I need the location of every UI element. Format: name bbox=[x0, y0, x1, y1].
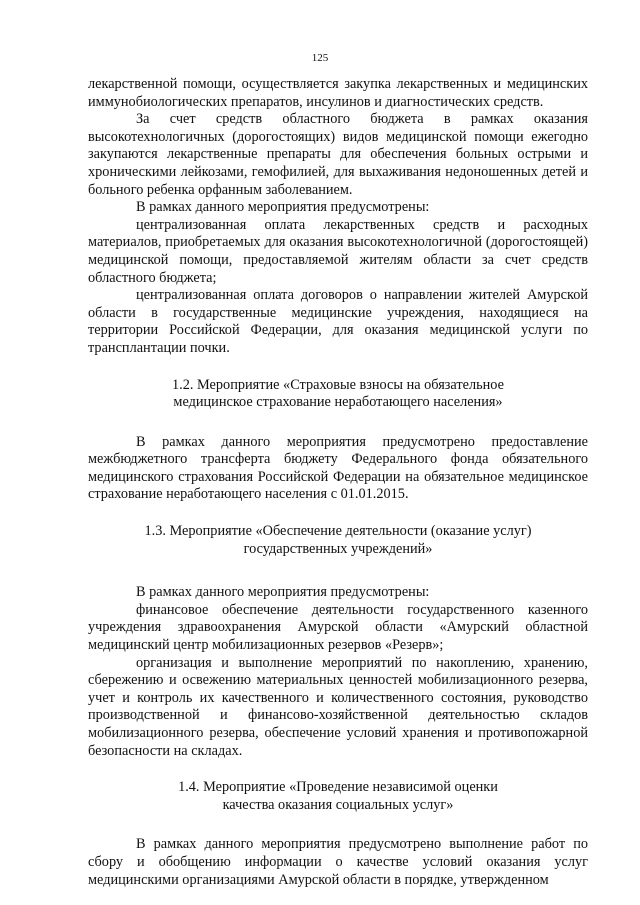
document-body bbox=[88, 76, 588, 889]
paragraph-measures-intro: В рамках данного мероприятия предусмотрены: bbox=[136, 199, 430, 216]
section-1-2-paragraph: В рамках данного мероприятия предусмотрено предоставление межбюджетного трансферта бюджету Федерального фонда обязательного медицинского страхования Российской Федерации на обязательное медицинское страхование неработающего населения с 01.01.2015. bbox=[88, 433, 588, 503]
section-1-3-paragraph-financing: финансовое обеспечение деятельности государственного казенного учреждения здравоохранения Амурской области «Амурский областной медицинский центр мобилизационных резервов «Резерв»; bbox=[88, 601, 588, 654]
section-1-2-heading-line2: медицинское страхование неработающего населения» bbox=[173, 394, 503, 411]
section-1-4-heading bbox=[88, 779, 588, 814]
paragraph-centralized-payment-drugs: централизованная оплата лекарственных средств и расходных материалов, приобретаемых для оказания высокотехнологичной (дорогостоящей) медицинской помощи, предоставляемой жителям области за счет средств областного бюджета; bbox=[88, 216, 588, 286]
section-1-4-heading-line2: качества оказания социальных услуг» bbox=[222, 796, 454, 813]
section-1-3-heading-line1: 1.3. Мероприятие «Обеспечение деятельности (оказание услуг) bbox=[144, 523, 532, 540]
paragraph-centralized-payment-contracts: централизованная оплата договоров о направлении жителей Амурской области в государственные медицинские учреждения, находящиеся на территории Российской Федерации, для оказания медицинской услуги по трансплантации почки. bbox=[88, 287, 588, 356]
page-number: 125 bbox=[311, 52, 329, 64]
section-1-2-heading-line1: 1.2. Мероприятие «Страховые взносы на обязательное bbox=[172, 376, 504, 393]
section-1-2-heading bbox=[88, 377, 588, 412]
section-1-4-paragraph: В рамках данного мероприятия предусмотрено выполнение работ по сбору и обобщению информации о качестве условий оказания услуг медицинскими организациями Амурской области в порядке, утвержденном bbox=[88, 836, 588, 888]
section-1-3-heading bbox=[88, 523, 588, 558]
section-1-3-paragraph-intro: В рамках данного мероприятия предусмотрены: bbox=[136, 584, 430, 601]
paragraph-continuation: лекарственной помощи, осуществляется закупка лекарственных и медицинских иммунобиологических препаратов, инсулинов и диагностических средств. bbox=[88, 76, 588, 110]
section-1-4-heading-line1: 1.4. Мероприятие «Проведение независимой оценки bbox=[178, 779, 498, 796]
paragraph-budget-purchases: За счет средств областного бюджета в рамках оказания высокотехнологичных (дорогостоящих) видов медицинской помощи ежегодно закупаются лекарственные препараты для обеспечения больных острыми и хроническими лейкозами, гемофилией, для выхаживания недоношенных детей и больного ребенка орфанным заболеванием. bbox=[88, 111, 588, 198]
section-1-3-heading-line2: государственных учреждений» bbox=[243, 540, 433, 557]
section-1-3-paragraph-organization: организация и выполнение мероприятий по накоплению, хранению, сбережению и освежению материальных ценностей мобилизационного резерва, учет и контроль их качественного и количественного состояния, руководство производственной и финансово-хозяйственной деятельностью складов мобилизационного резерва, обеспечение условий хранения и противопожарной безопасности на складах. bbox=[88, 654, 588, 759]
